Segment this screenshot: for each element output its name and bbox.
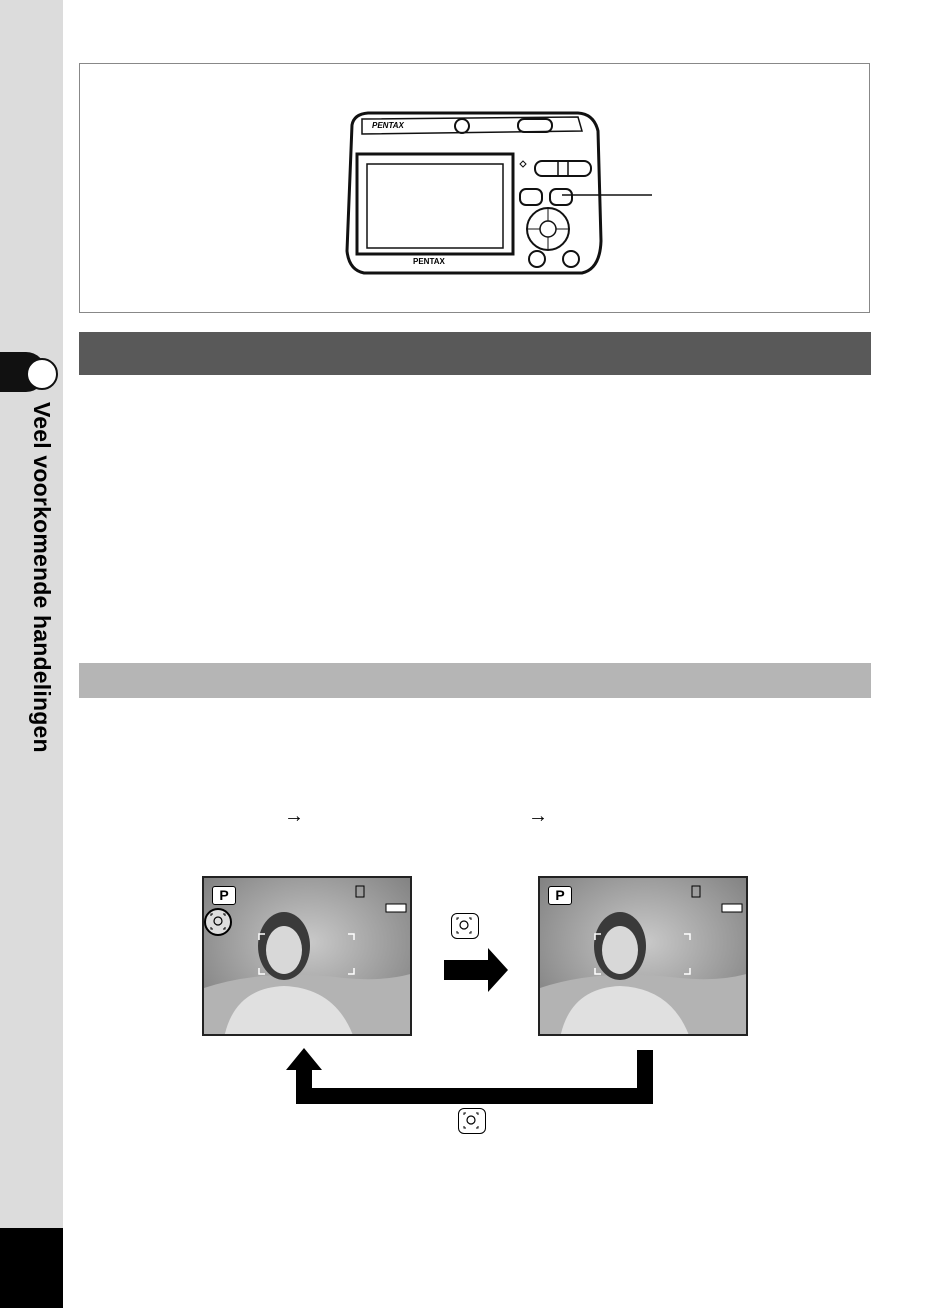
flow-arrow-1: →	[284, 805, 304, 827]
chapter-circle-icon	[26, 358, 58, 390]
section-heading-bar	[79, 332, 871, 375]
subsection-heading-bar	[79, 663, 871, 698]
forward-arrow-icon	[444, 948, 510, 992]
mode-badge: P	[212, 886, 236, 905]
face-priority-icon	[204, 908, 232, 936]
brand-front: PENTAX	[413, 257, 445, 266]
lcd-screen-face-priority-on	[202, 876, 412, 1036]
lcd-screen-face-priority-off	[538, 876, 748, 1036]
face-detect-button-icon	[451, 913, 479, 939]
mode-badge: P	[548, 886, 572, 905]
camera-figure	[79, 63, 870, 313]
chapter-title: Veel voorkomende handelingen	[29, 402, 55, 753]
page-number-block	[0, 1228, 63, 1308]
return-arrow-icon	[282, 1044, 662, 1106]
brand-top: PENTAX	[372, 121, 404, 130]
face-detect-button-icon-2	[458, 1108, 486, 1134]
flow-arrow-2: →	[528, 805, 548, 827]
